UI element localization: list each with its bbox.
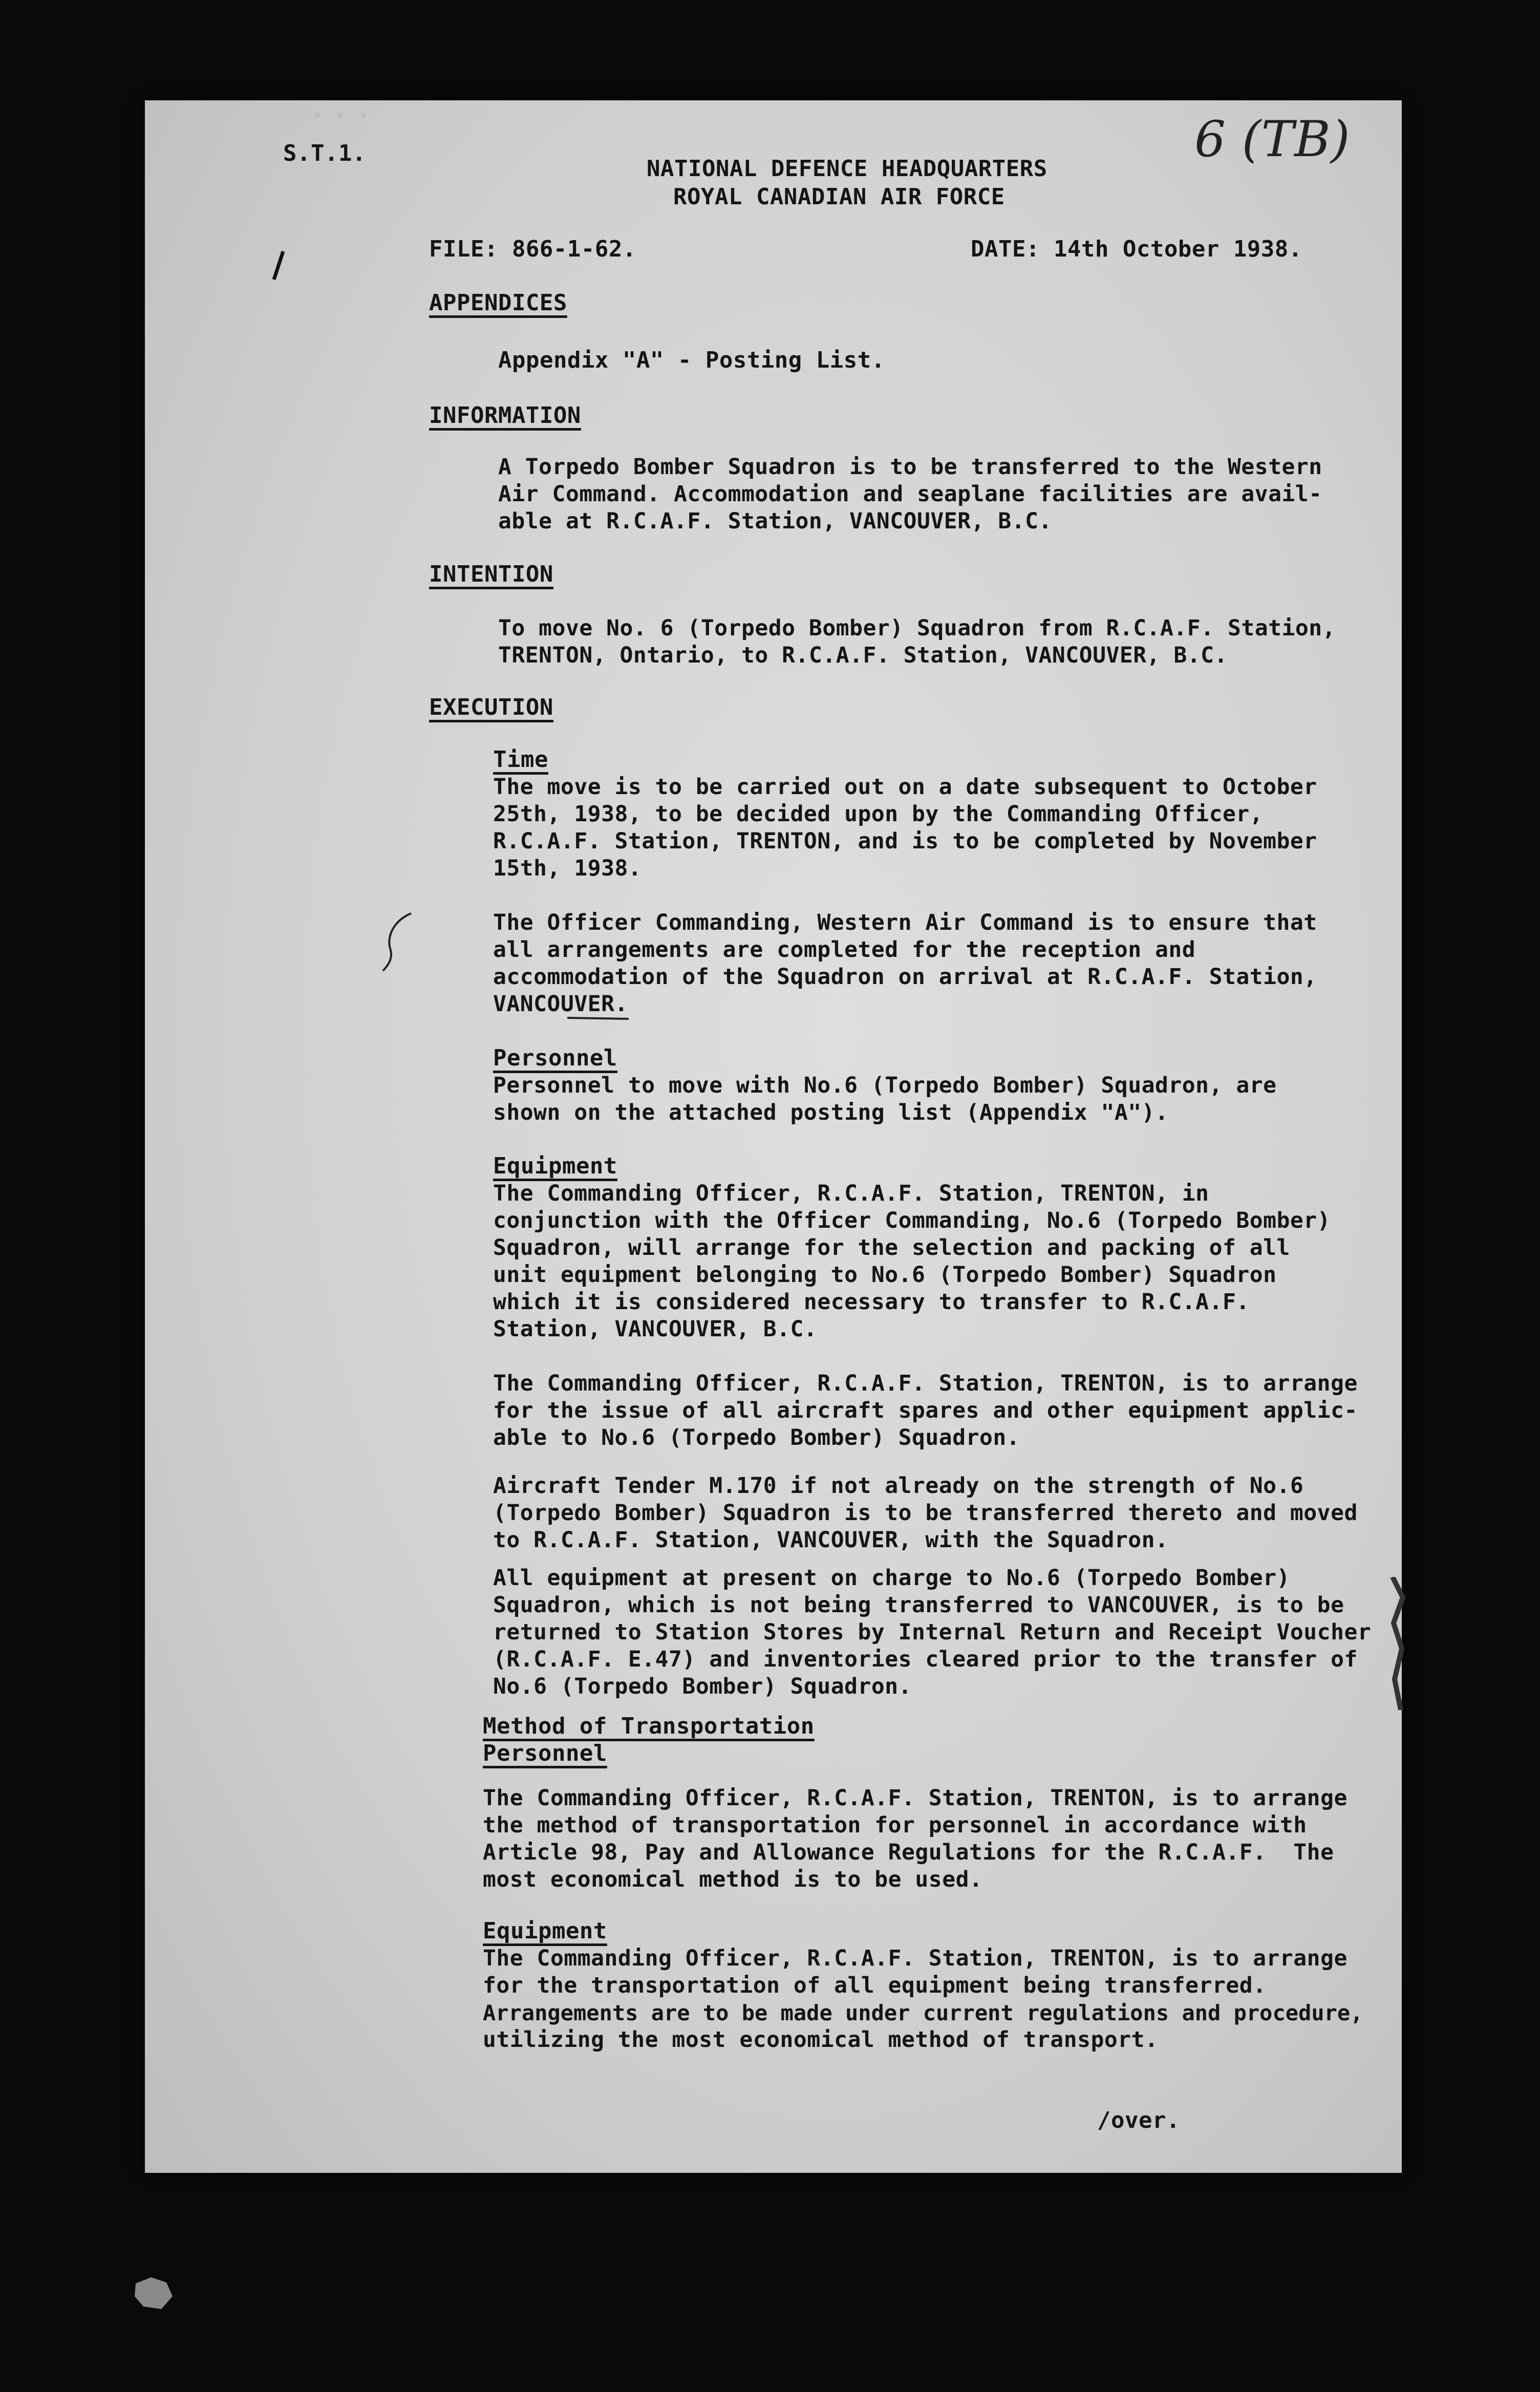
time-para1-line: R.C.A.F. Station, TRENTON, and is to be completed by November (493, 828, 1317, 854)
time-para1-line: 25th, 1938, to be decided upon by the Commanding Officer, (493, 801, 1264, 827)
footer-over: /over. (1097, 2107, 1180, 2133)
time-para2-line: all arrangements are completed for the reception and (493, 937, 1196, 963)
equipment-subheading: Equipment (493, 1153, 617, 1179)
information-line: A Torpedo Bomber Squadron is to be transferred to the Western (498, 454, 1322, 480)
equipment-para1-line: Squadron, will arrange for the selection and packing of all (493, 1235, 1290, 1261)
time-para1-line: 15th, 1938. (493, 856, 642, 881)
page-edge-tear (1387, 1577, 1408, 1710)
header-line-1: NATIONAL DEFENCE HEADQUARTERS (647, 156, 1047, 182)
scan-dots (312, 108, 374, 123)
personnel-line: Personnel to move with No.6 (Torpedo Bomber) Squadron, are (493, 1073, 1277, 1098)
execution-heading: EXECUTION (429, 694, 553, 720)
reference-code: S.T.1. (283, 140, 366, 166)
time-subheading: Time (493, 746, 548, 773)
time-para1-line: The move is to be carried out on a date subsequent to October (493, 774, 1317, 800)
time-para2-line: VANCOUVER. (493, 991, 628, 1017)
equipment-para1-line: unit equipment belonging to No.6 (Torpedo Bomber) Squadron (493, 1262, 1277, 1288)
equipment-para2-line: for the issue of all aircraft spares and other equipment applic- (493, 1398, 1358, 1423)
margin-check-mark (380, 909, 421, 976)
personnel-line: shown on the attached posting list (Appendix "A"). (493, 1100, 1169, 1125)
appendices-heading: APPENDICES (429, 290, 567, 316)
transportation-heading: Method of Transportation (483, 1713, 815, 1739)
transport-personnel-subheading: Personnel (483, 1740, 607, 1766)
appendices-text: Appendix "A" - Posting List. (498, 347, 885, 373)
equipment-para4-line: Squadron, which is not being transferred to VANCOUVER, is to be (493, 1592, 1344, 1618)
equipment-para4-line: No.6 (Torpedo Bomber) Squadron. (493, 1674, 912, 1699)
transport-personnel-line: the method of transportation for personnel in accordance with (483, 1812, 1307, 1838)
equipment-para4-line: (R.C.A.F. E.47) and inventories cleared prior to the transfer of (493, 1647, 1358, 1672)
equipment-para1-line: Station, VANCOUVER, B.C. (493, 1316, 818, 1342)
transport-personnel-line: Article 98, Pay and Allowance Regulations for the R.C.A.F. The (483, 1840, 1334, 1865)
transport-personnel-line: most economical method is to be used. (483, 1867, 983, 1892)
transport-equipment-line: Arrangements are to be made under current regulations and procedure, (483, 2000, 1363, 2025)
header-line-2: ROYAL CANADIAN AIR FORCE (673, 184, 1005, 210)
intention-line: To move No. 6 (Torpedo Bomber) Squadron from R.C.A.F. Station, (498, 615, 1336, 641)
time-para2-line: The Officer Commanding, Western Air Command is to ensure that (493, 910, 1317, 935)
transport-equipment-line: for the transportation of all equipment being transferred. (483, 1973, 1267, 1998)
information-line: able at R.C.A.F. Station, VANCOUVER, B.C. (498, 508, 1052, 534)
equipment-para4-line: returned to Station Stores by Internal Return and Receipt Voucher (493, 1619, 1372, 1645)
equipment-para2-line: able to No.6 (Torpedo Bomber) Squadron. (493, 1425, 1020, 1450)
equipment-para3-line: to R.C.A.F. Station, VANCOUVER, with the Squadron. (493, 1527, 1169, 1553)
time-para2-line: accommodation of the Squadron on arrival at R.C.A.F. Station, (493, 964, 1317, 990)
intention-heading: INTENTION (429, 561, 553, 587)
equipment-para1-line: conjunction with the Officer Commanding, No.6 (Torpedo Bomber) (493, 1208, 1331, 1233)
information-line: Air Command. Accommodation and seaplane facilities are avail- (498, 481, 1322, 507)
personnel-subheading: Personnel (493, 1045, 617, 1071)
equipment-para4-line: All equipment at present on charge to No.6 (Torpedo Bomber) (493, 1565, 1290, 1591)
intention-line: TRENTON, Ontario, to R.C.A.F. Station, VANCOUVER, B.C. (498, 643, 1228, 668)
transport-personnel-line: The Commanding Officer, R.C.A.F. Station, TRENTON, is to arrange (483, 1785, 1348, 1811)
equipment-para2-line: The Commanding Officer, R.C.A.F. Station, TRENTON, is to arrange (493, 1371, 1358, 1396)
transport-equipment-line: utilizing the most economical method of transport. (483, 2027, 1159, 2053)
document-page (145, 100, 1402, 2173)
file-number: FILE: 866-1-62. (429, 236, 636, 262)
pen-tick-mark (268, 249, 288, 285)
document-date: DATE: 14th October 1938. (971, 236, 1302, 262)
handwritten-file-note: 6 (TB) (1194, 111, 1351, 168)
equipment-para1-line: The Commanding Officer, R.C.A.F. Station, TRENTON, in (493, 1181, 1209, 1206)
equipment-para3-line: Aircraft Tender M.170 if not already on the strength of No.6 (493, 1473, 1304, 1499)
transport-equipment-subheading: Equipment (483, 1918, 607, 1944)
scan-blot (131, 2273, 177, 2314)
vancouver-underline-mark (565, 1013, 631, 1023)
equipment-para3-line: (Torpedo Bomber) Squadron is to be transferred thereto and moved (493, 1500, 1358, 1526)
equipment-para1-line: which it is considered necessary to transfer to R.C.A.F. (493, 1289, 1250, 1315)
information-heading: INFORMATION (429, 402, 581, 429)
transport-equipment-line: The Commanding Officer, R.C.A.F. Station, TRENTON, is to arrange (483, 1946, 1348, 1971)
